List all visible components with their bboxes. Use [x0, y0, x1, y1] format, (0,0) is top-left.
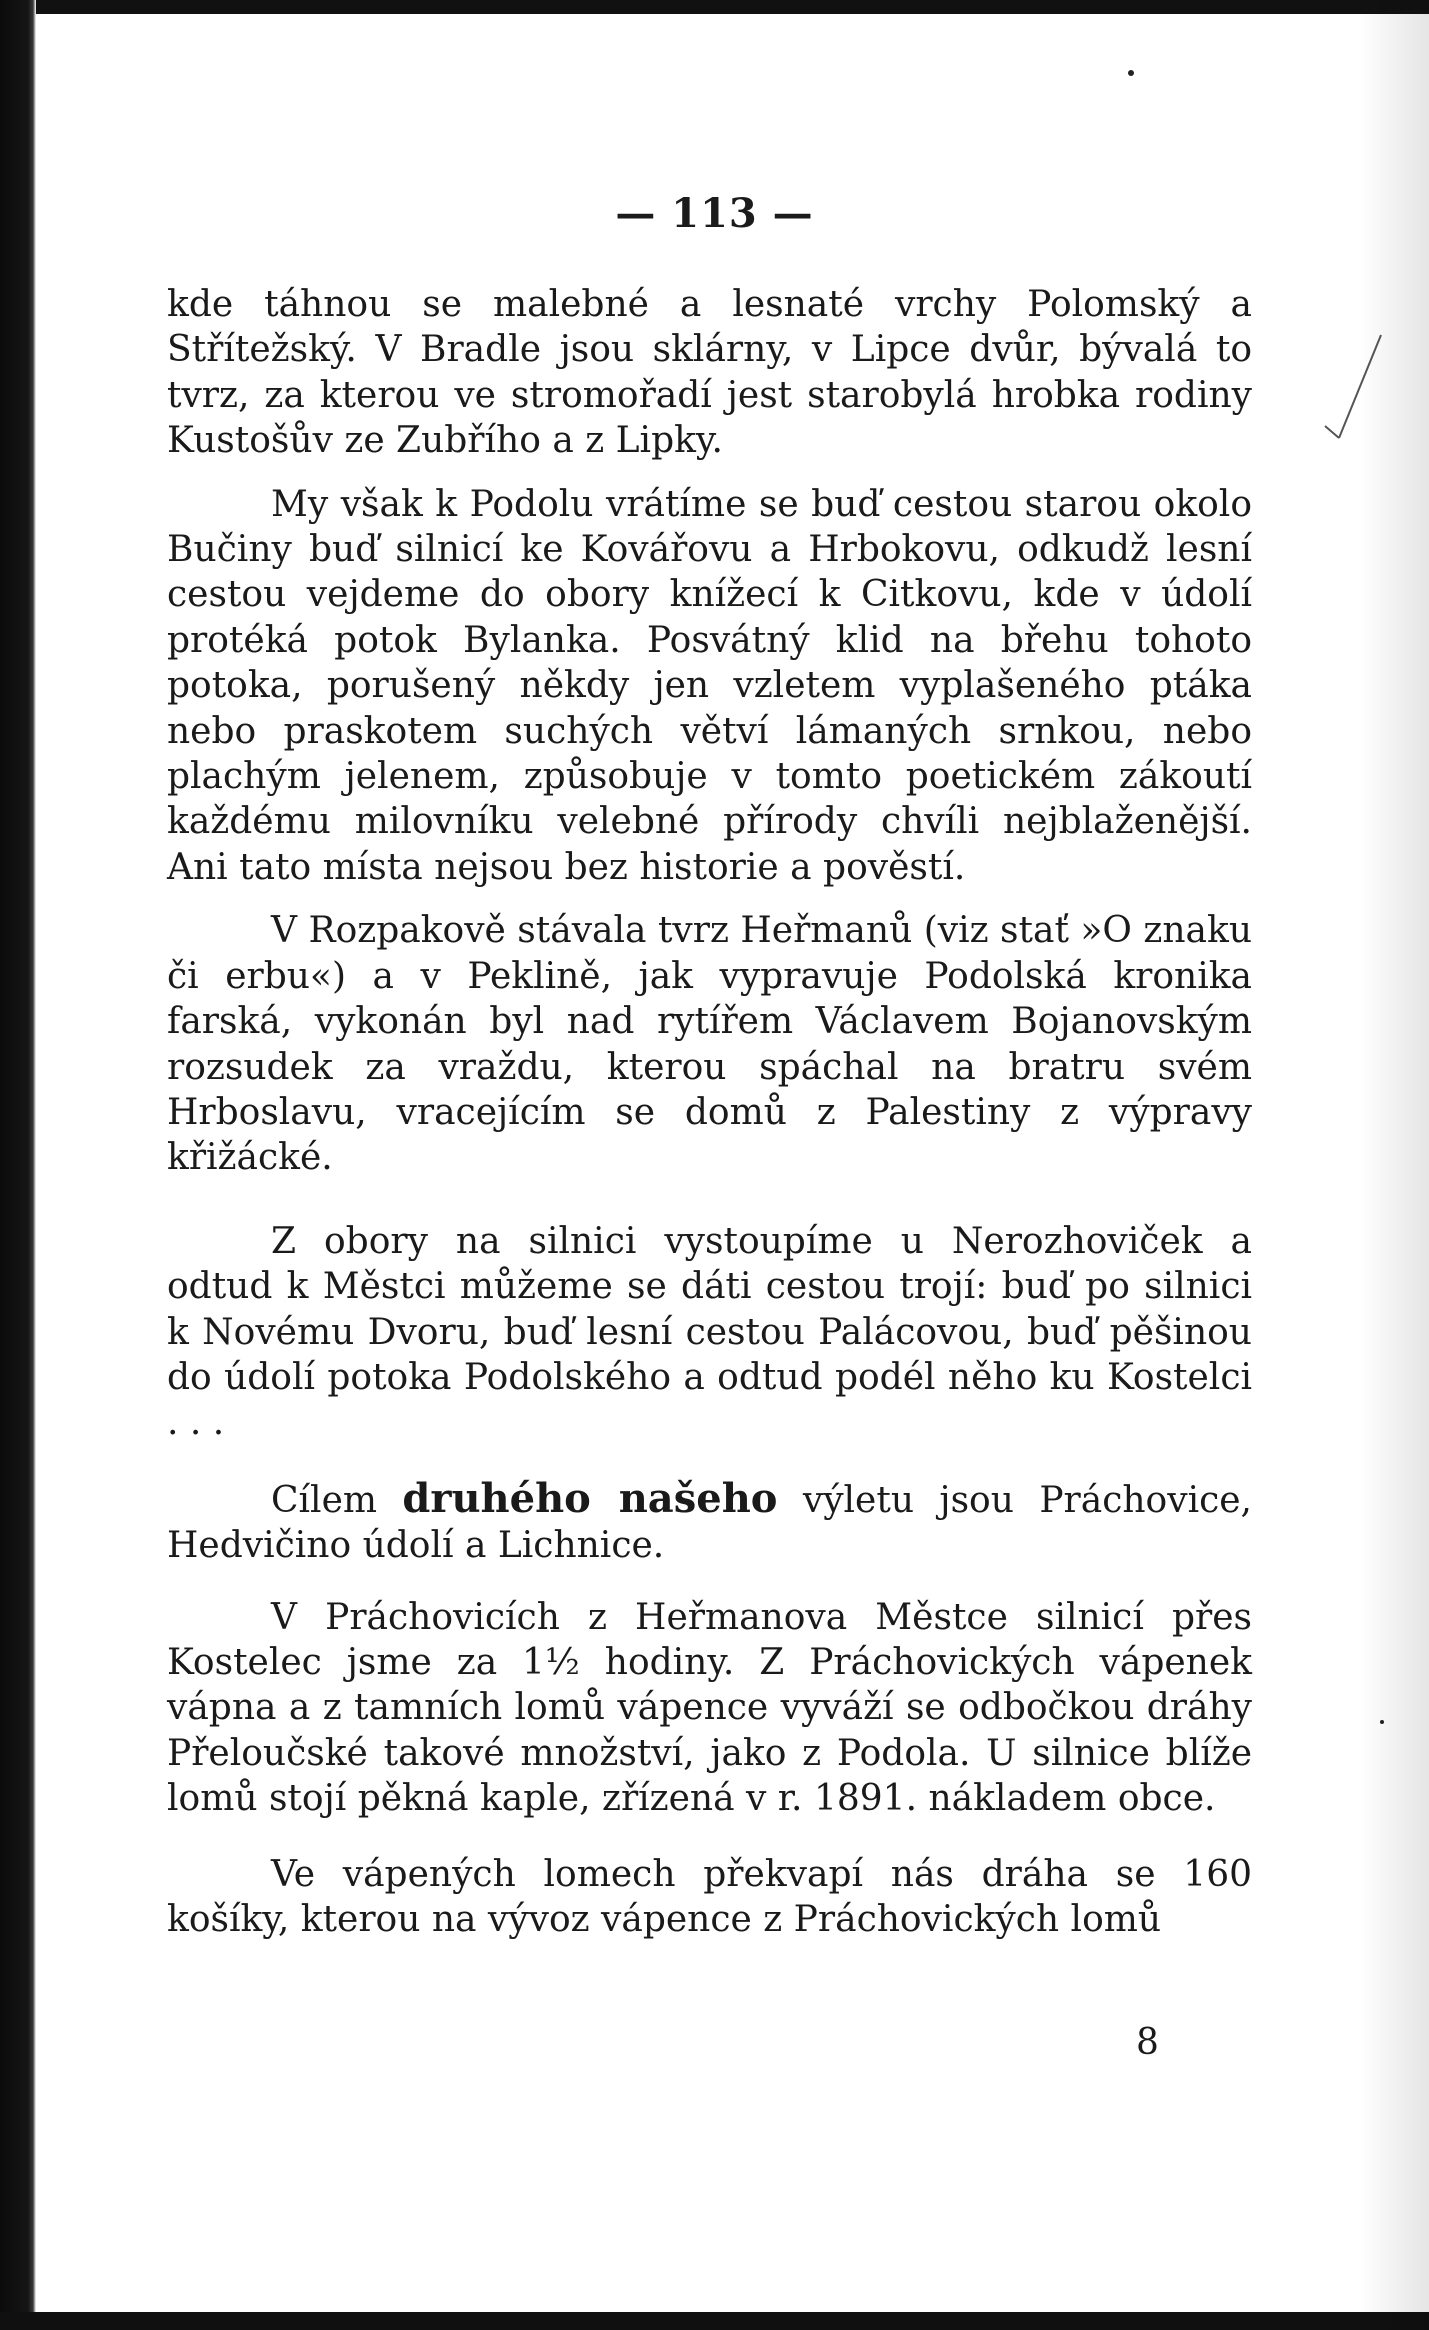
- page-number: — 113 —: [615, 190, 814, 237]
- scan-edge-bottom: [0, 2312, 1429, 2330]
- paragraph: [167, 1476, 1252, 1569]
- paragraph-text: výletu jsou Práchovice, Hedvičino údolí a Lichnice.: [167, 1479, 1252, 1567]
- scan-speck: [1128, 70, 1134, 76]
- paragraph: Ve vápených lomech překvapí nás dráha se 160 košíky, kterou na vývoz vápence z Práchovických lomů: [167, 1853, 1252, 1940]
- scan-speck: [1380, 1720, 1384, 1724]
- paragraph: V Práchovicích z Heřmanova Městce silnicí přes Kostelec jsme za 1½ hodiny. Z Práchovických vápenek vápna a z tamních lomů vápence vyváží se odbočkou dráhy Přeloučské takové množství, jako z Podola. U silnice blíže lomů stojí pěkná kaple, zřízená v r. 1891. nákladem obce.: [167, 1596, 1252, 1820]
- paragraph: My však k Podolu vrátíme se buď cestou starou okolo Bučiny buď silnicí ke Kovářovu a Hrbokovu, odkudž lesní cestou vejdeme do obory knížecí k Citkovu, kde v údolí protéká potok Bylanka. Posvátný klid na břehu tohoto potoka, porušený někdy jen vzletem vyplašeného ptáka nebo praskotem suchých větví lámaných srnkou, nebo plachým jelenem, způsobuje v tomto poetickém zákoutí každému milovníku velebné přírody chvíli nejblaženější. Ani tato místa nejsou bez historie a pověstí.: [167, 483, 1252, 888]
- scan-edge-top: [0, 0, 1429, 14]
- paragraph: V Rozpakově stávala tvrz Heřmanů (viz stať »O znaku či erbu«) a v Peklině, jak vypravuje Podolská kronika farská, vykonán byl nad rytířem Václavem Bojanovským rozsudek za vraždu, kterou spáchal na bratru svém Hrboslavu, vracejícím se domů z Palestiny z výpravy křižácké.: [167, 910, 1252, 1179]
- emphasized-text: druhého našeho: [402, 1474, 778, 1522]
- paragraph-text: Cílem: [271, 1479, 403, 1521]
- paragraph: kde táhnou se malebné a lesnaté vrchy Polomský a Střítežský. V Bradle jsou sklárny, v Lipce dvůr, bývalá to tvrz, za kterou ve stromořadí jest starobylá hrobka rodiny Kustošův ze Zubřího a z Lipky.: [167, 284, 1252, 462]
- pencil-mark: [1281, 330, 1391, 470]
- body-text: [167, 282, 1252, 1942]
- scan-edge-left: [0, 0, 36, 2330]
- paragraph: Z obory na silnici vystoupíme u Nerozhoviček a odtud k Městci můžeme se dáti cestou trojí: buď po silnici k Novému Dvoru, buď lesní cestou Palácovou, buď pěšinou do údolí potoka Podolského a odtud podél něho ku Kostelci . . .: [167, 1220, 1252, 1444]
- signature-mark: 8: [1136, 2022, 1159, 2063]
